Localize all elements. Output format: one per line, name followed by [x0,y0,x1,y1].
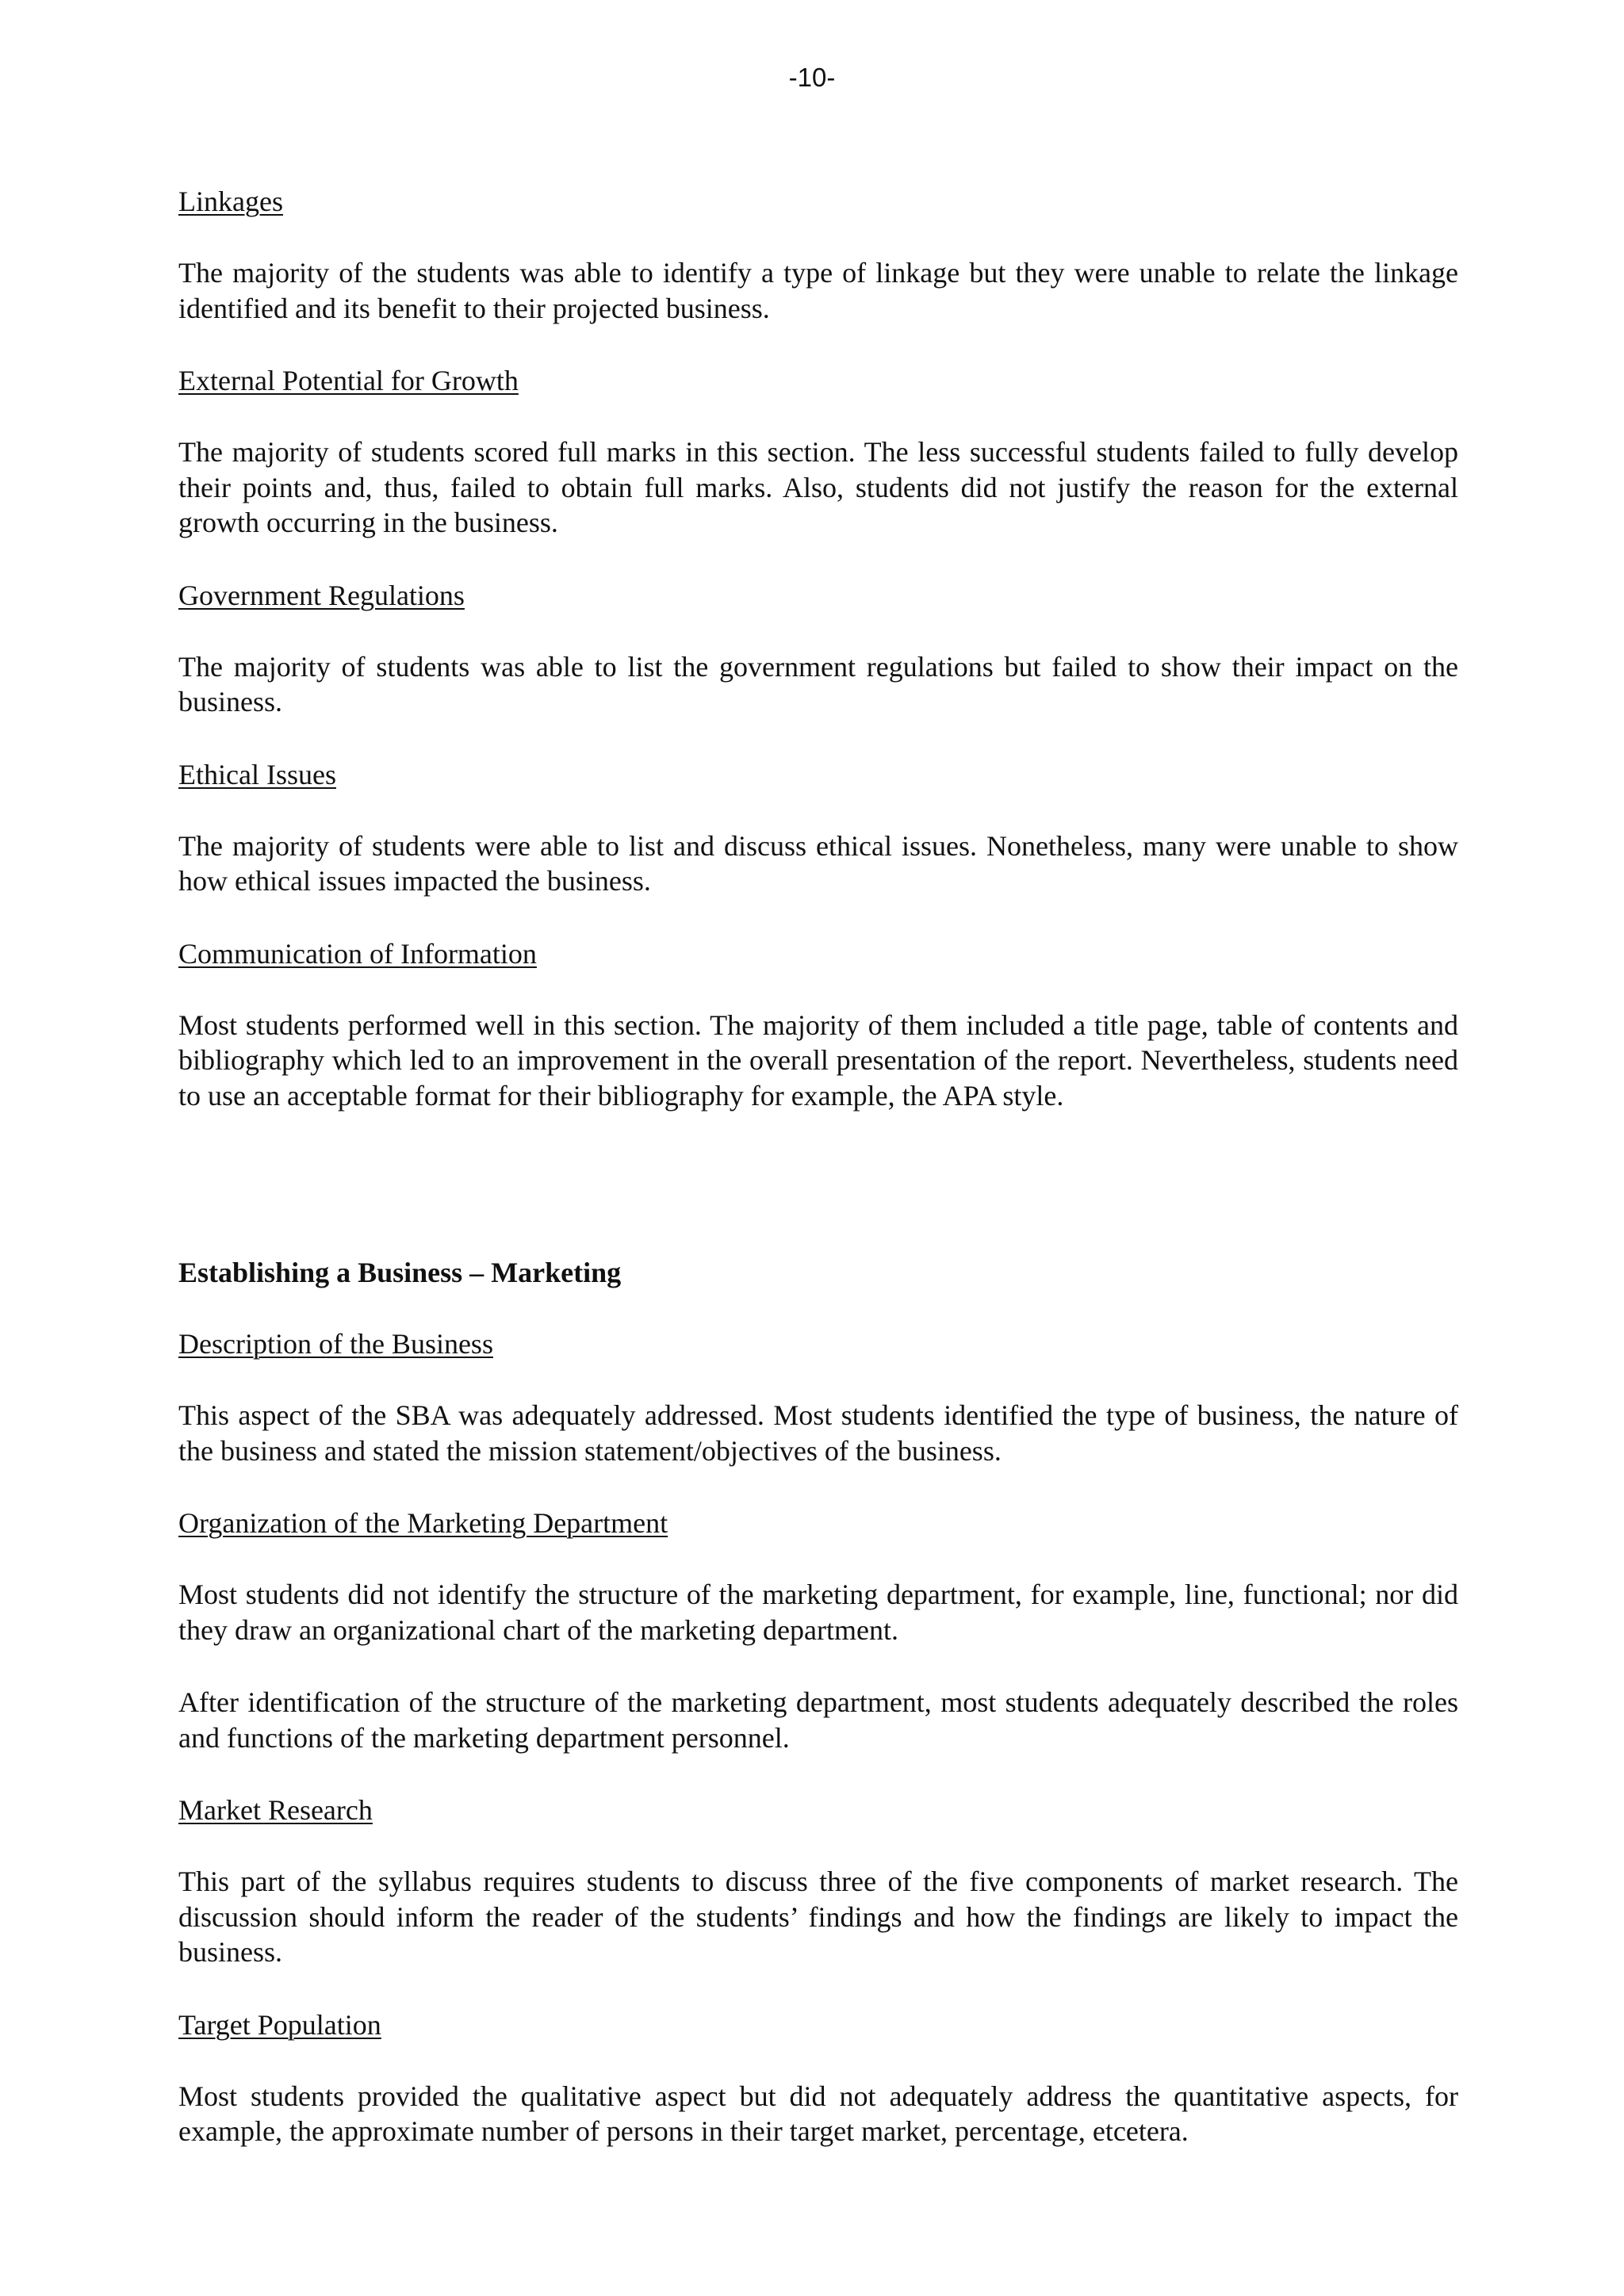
marketing-section-title: Establishing a Business – Marketing [178,1257,622,1288]
target-population-heading: Target Population [178,2008,381,2041]
page-number: -10- [788,63,836,92]
target-population-paragraph: Most students provided the qualitative aspect but did not adequately address the quantitative aspects, for example, the approximate number of persons in their target market, percentage, etcetera. [178,2080,1458,2147]
external-growth-heading: External Potential for Growth [178,365,519,396]
organization-paragraph-2: After identification of the structure of the marketing department, most students adequately described the roles and functions of the marketing department personnel. [178,1686,1458,1754]
linkages-heading: Linkages [178,186,283,217]
section-spacer [178,1150,1458,1255]
market-research-paragraph: This part of the syllabus requires students to discuss three of the five components of market research. The discussion should inform the reader of the students’ findings and how the findings are likely to impact the business. [178,1866,1458,1968]
government-regulations-heading: Government Regulations [178,579,465,611]
communication-paragraph: Most students performed well in this section. The majority of them included a title page, table of contents and bibliography which led to an improvement in the overall presentation of the report. Nevertheless, students need to use an acceptable format for their bibliography for example, the APA style. [178,1008,1458,1112]
linkages-paragraph: The majority of the students was able to identify a type of linkage but they were unable to relate the linkage identified and its benefit to their projected business. [178,257,1458,324]
description-heading: Description of the Business [178,1328,493,1360]
market-research-heading: Market Research [178,1794,373,1826]
document-body [178,184,1458,2187]
ethical-issues-paragraph: The majority of students were able to list and discuss ethical issues. Nonetheless, many were unable to show how ethical issues impacted the business. [178,829,1458,897]
external-growth-paragraph: The majority of students scored full marks in this section. The less successful students failed to fully develop their points and, thus, failed to obtain full marks. Also, students did not justify the reason for the external growth occurring in the business. [178,436,1458,538]
organization-heading: Organization of the Marketing Department [178,1507,668,1539]
communication-heading: Communication of Information [178,937,537,970]
government-regulations-paragraph: The majority of students was able to list the government regulations but failed to show their impact on the business. [178,650,1458,718]
description-paragraph: This aspect of the SBA was adequately addressed. Most students identified the type of business, the nature of the business and stated the mission statement/objectives of the business. [178,1399,1458,1467]
organization-paragraph-1: Most students did not identify the structure of the marketing department, for example, line, functional; nor did they draw an organizational chart of the marketing department. [178,1578,1458,1646]
ethical-issues-heading: Ethical Issues [178,758,336,790]
